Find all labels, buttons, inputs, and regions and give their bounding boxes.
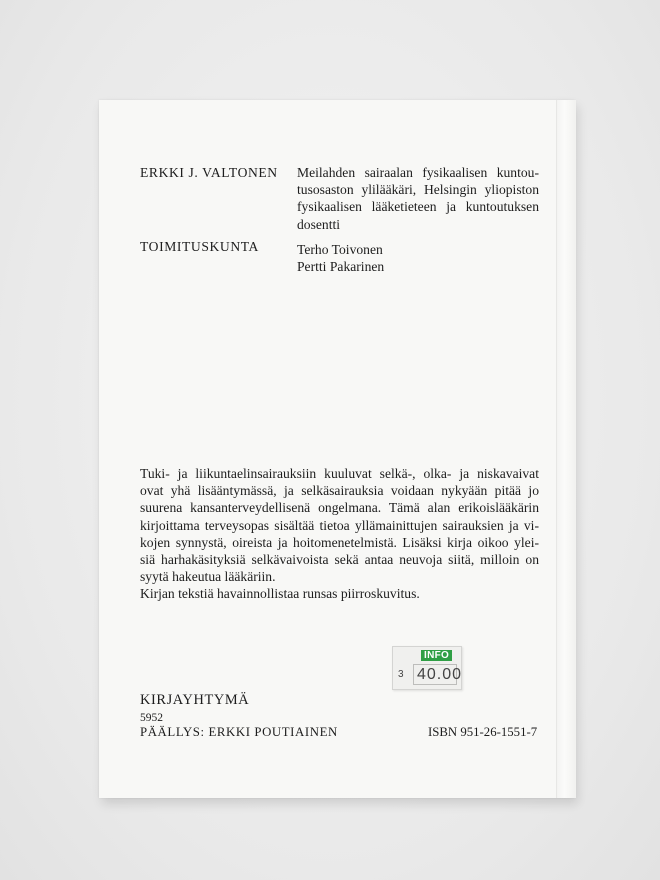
blurb-line: suurena kansanterveydellisenä ongelmana. Tämä alan erikoislääkärin	[140, 500, 539, 516]
blurb-line: Tuki- ja liikuntaelinsairauksiin kuuluvat selkä-, olka- ja niskavaivat	[140, 466, 539, 481]
publisher-code: 5952	[140, 712, 163, 724]
cover-credit: PÄÄLLYS: ERKKI POUTIAINEN	[140, 725, 338, 739]
author-description-line: dosentti	[297, 216, 341, 232]
blurb-line: kojen synnystä, oireista ja hoitomenetelmistä. Lisäksi kirja oikoo ylei-	[140, 534, 539, 550]
editorial-members	[297, 241, 384, 275]
isbn: ISBN 951-26-1551-7	[428, 725, 538, 739]
author-name: ERKKI J. VALTONEN	[140, 165, 278, 180]
blurb-line: siä harhakäsityksiä selkävaivoista sekä antaa neuvoja siitä, milloin on	[140, 552, 539, 568]
editorial-label: TOIMITUSKUNTA	[140, 239, 259, 254]
blurb-line: kirjoittama terveysopas sisältää tietoa yllämainittujen sairauksien ja vi-	[140, 517, 539, 533]
publisher-name: KIRJAYHTYMÄ	[140, 692, 250, 708]
book-page-edge	[556, 100, 576, 798]
book-blurb	[140, 465, 539, 603]
blurb-line: Kirjan tekstiä havainnollistaa runsas piirroskuvitus.	[140, 586, 420, 602]
price-prefix: 3	[398, 669, 404, 680]
blurb-line: syytä hakeutua lääkäriin.	[140, 569, 276, 585]
author-description	[297, 164, 539, 233]
book-back-cover	[99, 100, 575, 798]
author-description-line: tusosaston ylilääkäri, Helsingin yliopiston	[297, 182, 539, 198]
editorial-member: Terho Toivonen	[297, 242, 383, 257]
blurb-line: ovat yhä lisääntymässä, ja selkäsairauksia voidaan nykyään pitää jo	[140, 483, 539, 499]
info-logo: INFO	[421, 650, 452, 661]
price-sticker	[392, 646, 462, 690]
author-description-line: Meilahden sairaalan fysikaalisen kuntou-	[297, 165, 539, 180]
editorial-member: Pertti Pakarinen	[297, 259, 385, 275]
price-value: 40.00	[417, 666, 463, 683]
author-description-line: fysikaalisen lääketieteen ja kuntoutuksen	[297, 199, 539, 215]
